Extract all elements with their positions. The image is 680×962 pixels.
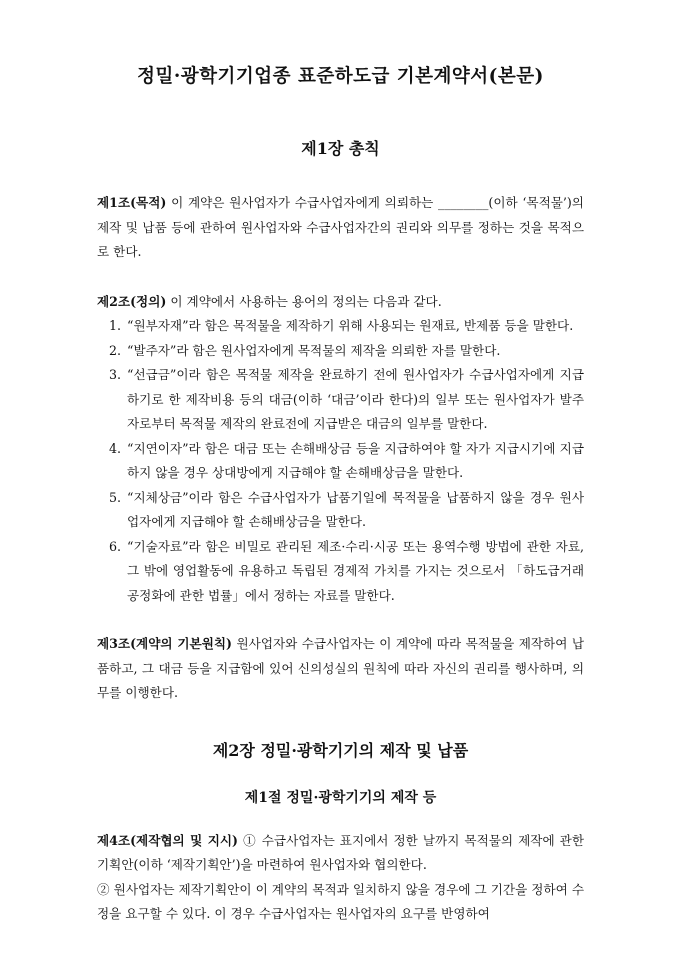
- definition-number: 4.: [109, 440, 122, 456]
- definition-text: “지체상금”이라 함은 수급사업자가 납품기일에 목적물을 납품하지 않을 경우 원사업자에게 지급해야 할 손해배상금을 말한다.: [127, 489, 584, 529]
- definition-item: [97, 486, 584, 535]
- document-title: 정밀·광학기기업종 표준하도급 기본계약서(본문): [137, 66, 544, 87]
- definition-item: [97, 339, 584, 364]
- definition-text: “원부자재”라 함은 목적물을 제작하기 위해 사용되는 원재료, 반제품 등을 말한다.: [127, 318, 574, 333]
- article-4: [97, 829, 584, 878]
- definition-text: “기술자료”라 함은 비밀로 관리된 제조·수리·시공 또는 용역수행 방법에 관한 자료, 그 밖에 영업활동에 유용하고 독립된 경제적 가치를 가지는 것으로서 「하도급거래 공정화에 관한 법률」에서 정하는 자료를 말한다.: [127, 538, 584, 603]
- definition-text: “지연이자”라 함은 대금 또는 손해배상금 등을 지급하여야 할 자가 지급시기에 지급하지 않을 경우 상대방에게 지급해야 할 손해배상금을 말한다.: [127, 440, 584, 480]
- definition-text: “발주자”라 함은 원사업자에게 목적물의 제작을 의뢰한 자를 말한다.: [127, 342, 501, 358]
- article-3-text: 원사업자와 수급사업자는 이 계약에 따라 목적물을 제작하여 납품하고, 그 대금 등을 지급함에 있어 신의성실의 원칙에 따라 자신의 권리를 행사하며, 의무를 이행한다.: [97, 636, 584, 700]
- article-4-heading: 제4조(제작협의 및 지시): [97, 832, 239, 848]
- article-2-heading: 제2조(정의): [97, 293, 167, 309]
- definition-list: [97, 314, 584, 608]
- article-3-heading: 제3조(계약의 기본원칙): [97, 636, 233, 651]
- article-4-paragraph-2: ② 원사업자는 제작기획안이 이 계약의 목적과 일치하지 않을 경우에 그 기간을 정하여 수정을 요구할 수 있다. 이 경우 수급사업자는 원사업자의 요구를 반영하여: [97, 881, 584, 921]
- definition-number: 3.: [109, 367, 122, 382]
- article-1: [97, 191, 584, 265]
- definition-item: [97, 363, 584, 437]
- definition-number: 1.: [109, 318, 122, 333]
- article-1-text: 이 계약은 원사업자가 수급사업자에게 의뢰하는 ________(이하 ‘목적물’)의 제작 및 납품 등에 관하여 원사업자와 수급사업자간의 권리와 의무를 정하는 것을 목적으로 한다.: [97, 195, 584, 259]
- definition-text: “선급금”이라 함은 목적물 제작을 완료하기 전에 원사업자가 수급사업자에게 지급하기로 한 제작비용 등의 대금(이하 ‘대금’이라 한다)의 일부 또는 원사업자가 발주자로부터 목적물 제작의 완료전에 지급받은 대금의 일부를 말한다.: [127, 367, 584, 431]
- article-2-text: 이 계약에서 사용하는 용어의 정의는 다음과 같다.: [170, 293, 442, 309]
- article-2: [97, 290, 584, 315]
- definition-number: 6.: [109, 538, 122, 554]
- chapter-2-title: 제2장 정밀·광학기기의 제작 및 납품: [212, 740, 469, 760]
- definition-number: 2.: [109, 342, 122, 358]
- definition-item: [97, 437, 584, 486]
- chapter-1-title: 제1장 총칙: [301, 139, 380, 158]
- article-4-paragraph-1: ① 수급사업자는 표지에서 정한 날까지 목적물의 제작에 관한 기획안(이하 ‘제작기획안’)을 마련하여 원사업자와 협의한다.: [97, 832, 584, 872]
- section-1-title: 제1절 정밀·광학기기의 제작 등: [244, 789, 437, 806]
- definition-item: [97, 314, 584, 339]
- definition-number: 5.: [109, 489, 122, 505]
- article-3: [97, 632, 584, 706]
- definition-item: [97, 535, 584, 609]
- article-1-heading: 제1조(목적): [97, 195, 167, 210]
